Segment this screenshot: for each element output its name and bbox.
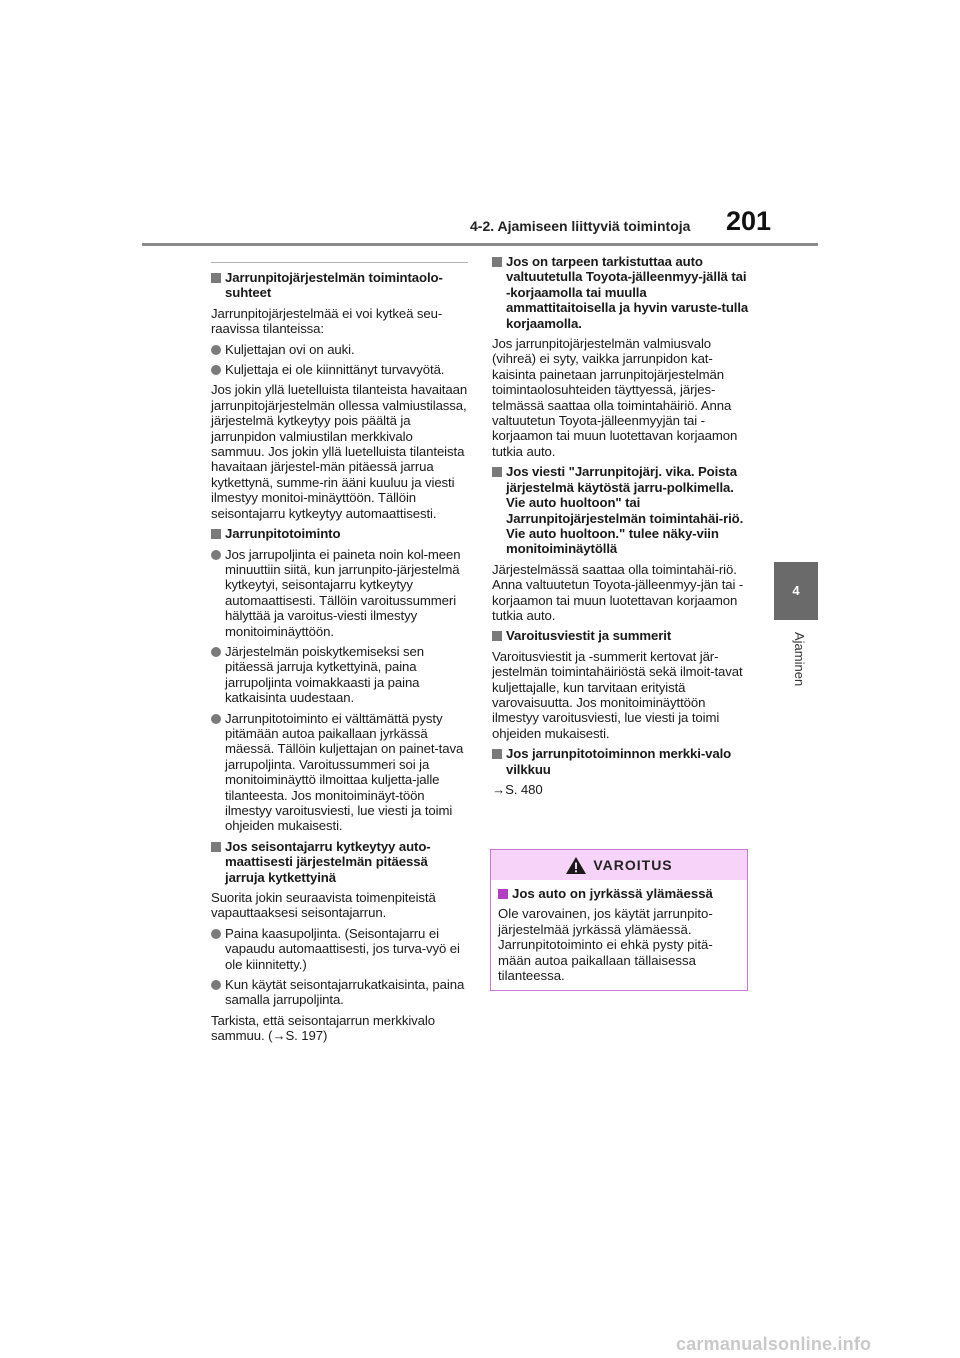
square-bullet-icon: [492, 631, 502, 641]
list-item-text: Kuljettaja ei ole kiinnittänyt turvavyötä.: [225, 362, 445, 378]
square-bullet-icon: [211, 273, 221, 283]
list-item: [211, 547, 469, 639]
warning-text: Ole varovainen, jos käytät jarrunpito-järjestelmää jyrkässä ylämäessä. Jarrunpitotoiminto ei ehkä pysty pitä-mään autoa paikallaan tällaisessa tilanteessa.: [498, 906, 713, 984]
chapter-tab[interactable]: 4: [774, 562, 818, 620]
square-bullet-icon: [492, 749, 502, 759]
round-bullet-icon: [211, 929, 221, 939]
heading-text: Varoitusviestit ja summerit: [506, 628, 672, 644]
warning-triangle-icon: [565, 856, 587, 875]
paragraph: Varoitusviestit ja -summerit kertovat jär-jestelmän toimintahäiriöstä sekä ilmoit-tavat kuljettajalle, kun tarvitaan erityistä varovaisuutta. Jos monitoiminäyttöön ilmestyy varoitusviesti, lue viesti ja toimi ohjeiden mukaisesti.: [492, 648, 743, 741]
section-heading: [492, 254, 750, 331]
page-reference-link[interactable]: →S. 480: [492, 782, 543, 797]
list-item-text: Kun käytät seisontajarrukatkaisinta, paina samalla jarrupoljinta.: [225, 977, 465, 1008]
section-title: 4-2. Ajamiseen liittyviä toimintoja: [470, 218, 691, 234]
section-heading: [211, 839, 469, 885]
list-item: [211, 711, 469, 834]
warning-title: VAROITUS: [593, 857, 673, 873]
paragraph: Jos jokin yllä luetelluista tilanteista havaitaan jarrunpitojärjestelmän ollessa valmiustilassa, järjestelmä kytkeytyy pois päältä ja jarrunpidon valmiustilan merkkivalo sammuu. Jos jokin yllä luetelluista tilanteista havaitaan järjestel-män pitäessä jarrua kytkettynä, summe-rin ääni kuuluu ja viesti ilmestyy monitoi-minäyttöön. Tällöin seisontajarru kytkeytyy automaattisesti.: [211, 382, 468, 521]
round-bullet-icon: [211, 345, 221, 355]
warning-heading: [498, 886, 740, 901]
chapter-tab-label: Ajaminen: [792, 632, 807, 687]
heading-text: Jos seisontajarru kytkeytyy auto-maattisesti järjestelmän pitäessä jarruja kytkettyinä: [225, 838, 431, 885]
section-heading: [211, 526, 469, 541]
paragraph: Jos jarrunpitojärjestelmän valmiusvalo (vihreä) ei syty, vaikka jarrunpidon kat-kaisinta painetaan jarrunpitojärjestelmän toimintaolosuhteiden täyttyessä, järjes-telmässä saattaa olla toimintahäiriö. Anna valtuutetun Toyota-jälleenmyyjän tai -korjaamon tai muun luotettavan korjaamon tutkia auto.: [492, 336, 738, 459]
heading-text: Jarrunpitojärjestelmän toimintaolo-suhteet: [225, 270, 443, 301]
page-number: 201: [726, 206, 772, 236]
heading-text: Jos on tarpeen tarkistuttaa auto valtuutetulla Toyota-jälleenmyy-jällä tai -korjaamolla tai muulla ammattitaitoisella ja hyvin varuste-tulla korjaamolla.: [506, 254, 749, 331]
paragraph: Jarrunpitojärjestelmää ei voi kytkeä seu-raavissa tilanteissa:: [211, 305, 443, 337]
list-item: [211, 362, 469, 377]
warning-header: [491, 850, 747, 880]
list-item: [211, 342, 469, 357]
heading-text: Jos jarrunpitotoiminnon merkki-valo vilkkuu: [506, 746, 732, 777]
left-column: [211, 270, 469, 1049]
list-item: [211, 644, 469, 706]
list-item: [211, 926, 469, 972]
heading-text: Jos viesti "Jarrunpitojärj. vika. Poista järjestelmä käytöstä jarru-polkimella. Vie auto huoltoon" tai Jarrunpitojärjestelmän toimintahäi-riö. Vie auto huoltoon." tulee näky-viin monitoiminäytöllä: [506, 464, 744, 557]
square-bullet-icon: [492, 257, 502, 267]
section-heading: [492, 628, 750, 643]
list-item: [211, 977, 469, 1008]
column-divider: [211, 262, 468, 263]
list-item-text: Jos jarrupoljinta ei paineta noin kol-meen minuuttiin siitä, kun jarrunpito-järjestelmä kytkeytyi, seisontajarru kytkeytyy automaattisesti. Tällöin varoitussummeri hälyttää ja varoitus-viesti ilmestyy monitoiminäyttöön.: [225, 546, 461, 639]
paragraph: Tarkista, että seisontajarrun merkkivalo sammuu. (→S. 197): [211, 1012, 435, 1044]
round-bullet-icon: [211, 365, 221, 375]
square-bullet-icon: [492, 467, 502, 477]
header-divider: [142, 243, 818, 246]
list-item-text: Kuljettajan ovi on auki.: [225, 341, 355, 357]
section-heading: [492, 464, 750, 556]
warning-body: [491, 880, 747, 983]
round-bullet-icon: [211, 647, 221, 657]
square-bullet-icon: [498, 889, 508, 899]
square-bullet-icon: [211, 842, 221, 852]
round-bullet-icon: [211, 980, 221, 990]
square-bullet-icon: [211, 529, 221, 539]
round-bullet-icon: [211, 714, 221, 724]
paragraph: Järjestelmässä saattaa olla toimintahäi-riö. Anna valtuutetun Toyota-jälleenmyy-jän tai -korjaamon tai muun luotettavan korjaamon tutkia auto.: [492, 561, 744, 623]
warning-box: [490, 849, 748, 991]
paragraph: Suorita jokin seuraavista toimenpiteistä vapauttaaksesi seisontajarrun.: [211, 890, 436, 921]
section-heading: [211, 270, 469, 301]
list-item-text: Paina kaasupoljinta. (Seisontajarru ei vapaudu automaattisesti, jos turva-vyö ei ole kiinnitetty.): [225, 925, 460, 972]
right-column: [492, 254, 750, 802]
list-item-text: Järjestelmän poiskytkemiseksi sen pitäessä jarruja kytkettyinä, paina jarrupoljinta voimakkaasti ja paina katkaisinta uudestaan.: [225, 643, 424, 706]
list-item-text: Jarrunpitotoiminto ei välttämättä pysty pitämään autoa paikallaan jyrkässä mäessä. Tällöin kuljettajan on painet-tava jarrupoljinta. Varoitussummeri soi ja monitoiminäyttö ilmoittaa kuljetta-jalle tilanteesta. Jos monitoiminäyt-töön ilmestyy varoitusviesti, lue viesti ja toimi ohjeiden mukaisesti.: [225, 710, 464, 834]
heading-text: Jos auto on jyrkässä ylämäessä: [512, 886, 713, 901]
heading-text: Jarrunpitotoiminto: [225, 526, 341, 542]
section-heading: [492, 746, 750, 777]
watermark-text: carmanualsonline.info: [676, 1334, 872, 1354]
round-bullet-icon: [211, 550, 221, 560]
